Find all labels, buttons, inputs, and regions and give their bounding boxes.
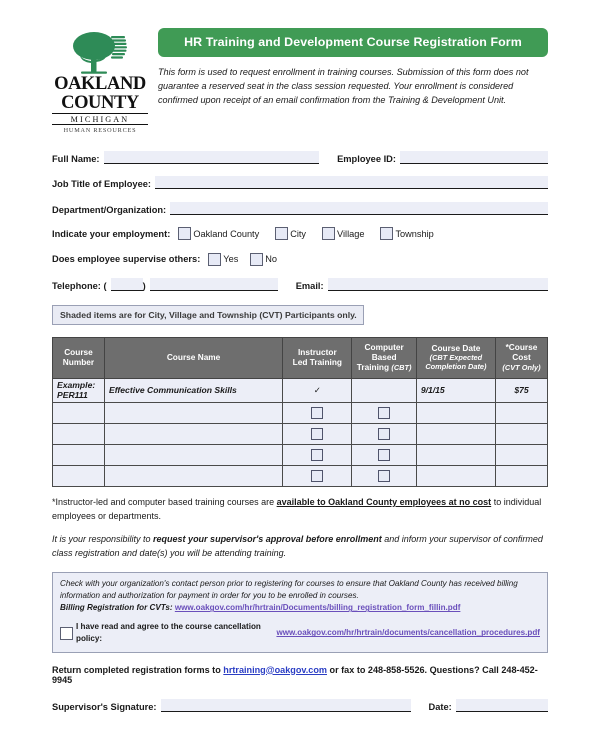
header-text-block xyxy=(158,26,548,107)
cancellation-policy-link[interactable]: www.oakgov.com/hr/hrtrain/documents/cancellation_procedures.pdf xyxy=(276,628,540,638)
email-input[interactable] xyxy=(328,278,548,291)
checkbox-instructor-led[interactable] xyxy=(311,428,323,440)
table-row xyxy=(53,403,548,424)
cost-note-post: to individual employees or departments. xyxy=(52,497,542,521)
col-course-number: Course Number xyxy=(53,337,105,378)
department-input[interactable] xyxy=(170,202,548,215)
signature-row xyxy=(52,699,548,712)
job-title-input[interactable] xyxy=(155,176,548,189)
telephone-paren-close: ) xyxy=(142,281,146,291)
cell-instructor-led xyxy=(283,445,352,466)
billing-notice-box xyxy=(52,572,548,653)
cell-instructor-led xyxy=(283,424,352,445)
cell-course-number[interactable] xyxy=(53,466,105,487)
cell-instructor-led xyxy=(283,466,352,487)
cell-course-date[interactable] xyxy=(416,403,495,424)
course-table xyxy=(52,337,548,488)
shaded-items-note: Shaded items are for City, Village and Township (CVT) Participants only. xyxy=(52,305,364,325)
employee-id-input[interactable] xyxy=(400,151,548,164)
billing-cvt-label: Billing Registration for CVTs: xyxy=(60,603,173,613)
checkbox-computer-based[interactable] xyxy=(378,407,390,419)
cell-instructor-led xyxy=(283,403,352,424)
cell-course-name[interactable] xyxy=(104,445,282,466)
telephone-label: Telephone: ( xyxy=(52,281,107,291)
checkbox-agree-cancellation-policy[interactable] xyxy=(60,627,73,640)
checkbox-computer-based[interactable] xyxy=(378,470,390,482)
full-name-input[interactable] xyxy=(104,151,320,164)
checkbox-computer-based[interactable] xyxy=(378,449,390,461)
example-course-cost: $75 xyxy=(496,378,548,402)
cell-course-date[interactable] xyxy=(416,424,495,445)
checkbox-instructor-led[interactable] xyxy=(311,407,323,419)
cost-note-pre: *Instructor-led and computer based training courses are xyxy=(52,497,277,508)
col-instructor-led: Instructor Led Training xyxy=(283,337,352,378)
applicant-fields xyxy=(52,151,548,335)
cell-course-cost[interactable] xyxy=(496,466,548,487)
table-row xyxy=(53,445,548,466)
email-label: Email: xyxy=(295,281,324,291)
supervise-option-label-1: No xyxy=(265,254,278,264)
full-name-row xyxy=(52,151,548,164)
signature-input[interactable] xyxy=(161,699,411,712)
cost-note xyxy=(52,496,548,523)
checkbox-instructor-led[interactable] xyxy=(311,449,323,461)
logo-text-oakland: OAKLAND xyxy=(54,74,146,94)
return-instructions xyxy=(52,665,548,685)
return-pre: Return completed registration forms to xyxy=(52,664,224,675)
example-course-name: Effective Communication Skills xyxy=(104,378,282,402)
col-computer-based: Computer Based Training (CBT) xyxy=(352,337,416,378)
contact-row xyxy=(52,278,548,291)
department-row xyxy=(52,202,548,215)
cell-computer-based xyxy=(352,466,416,487)
checkbox-computer-based[interactable] xyxy=(378,428,390,440)
page-title: HR Training and Development Course Registration Form xyxy=(158,28,548,57)
cell-course-date[interactable] xyxy=(416,445,495,466)
cancellation-policy-row xyxy=(60,621,540,645)
signature-label: Supervisor's Signature: xyxy=(52,701,157,712)
supervise-option-label-0: Yes xyxy=(223,254,239,264)
supervise-others-row xyxy=(52,253,548,266)
department-label: Department/Organization: xyxy=(52,204,167,215)
full-name-label: Full Name: xyxy=(52,153,100,164)
col-course-date: Course Date (CBT Expected Completion Date) xyxy=(416,337,495,378)
cell-computer-based xyxy=(352,445,416,466)
cancellation-agree-label: I have read and agree to the course cancellation policy: xyxy=(76,622,261,644)
approval-note-pre: It is your responsibility to xyxy=(52,534,154,545)
checkbox-instructor-led[interactable] xyxy=(311,470,323,482)
employment-option-label-3: Township xyxy=(395,228,434,239)
checkbox-village[interactable] xyxy=(322,227,335,240)
cell-course-name[interactable] xyxy=(104,403,282,424)
billing-cvt-line xyxy=(60,602,540,614)
intro-paragraph: This form is used to request enrollment in training courses. Submission of this form does not guarantee a reserved seat in the class session requested. Your enrollment is considered confirmed upon receipt of an email confirmation from the Training & Development Unit. xyxy=(158,67,529,106)
billing-registration-link[interactable]: www.oakgov.com/hr/hrtrain/Documents/billing_registration_form_fillin.pdf xyxy=(174,603,461,613)
logo-text-michigan: MICHIGAN xyxy=(52,113,148,125)
cell-computer-based xyxy=(352,403,416,424)
employee-id-label: Employee ID: xyxy=(337,153,396,164)
logo-text-human-resources: HUMAN RESOURCES xyxy=(63,126,137,134)
return-post: or fax to 248-858-5526. Questions? Call 248-452-9945 xyxy=(52,664,538,685)
date-label: Date: xyxy=(428,701,452,712)
hr-training-email-link[interactable]: hrtraining@oakgov.com xyxy=(223,664,327,675)
table-row xyxy=(53,466,548,487)
date-input[interactable] xyxy=(456,699,548,712)
cell-course-cost[interactable] xyxy=(496,424,548,445)
cell-course-number[interactable] xyxy=(53,445,105,466)
employment-option-label-0: Oakland County xyxy=(193,228,260,239)
table-row-example xyxy=(53,378,548,402)
cell-course-name[interactable] xyxy=(104,424,282,445)
checkbox-supervise-yes[interactable] xyxy=(208,253,221,266)
example-course-number: Example: PER111 xyxy=(53,378,105,402)
cell-course-cost[interactable] xyxy=(496,403,548,424)
example-computer-based xyxy=(352,378,416,402)
cell-course-number[interactable] xyxy=(53,403,105,424)
table-header-row xyxy=(53,337,548,378)
telephone-input[interactable] xyxy=(150,278,278,291)
col-course-cost: *Course Cost (CVT Only) xyxy=(496,337,548,378)
job-title-label: Job Title of Employee: xyxy=(52,179,152,189)
cell-course-name[interactable] xyxy=(104,466,282,487)
example-course-date: 9/1/15 xyxy=(416,378,495,402)
employment-label: Indicate your employment: xyxy=(52,228,171,239)
cost-note-emphasis: available to Oakland County employees at no cost xyxy=(276,497,492,508)
checkbox-city[interactable] xyxy=(275,227,288,240)
example-instructor-led: ✓ xyxy=(283,378,352,402)
approval-note-post: and inform your supervisor of confirmed class registration and date(s) you will be attending training. xyxy=(52,534,543,558)
checkbox-oakland-county[interactable] xyxy=(178,227,191,240)
cell-course-date[interactable] xyxy=(416,466,495,487)
job-title-row xyxy=(52,176,548,189)
oak-tree-icon xyxy=(52,30,148,74)
checkbox-township[interactable] xyxy=(380,227,393,240)
checkbox-supervise-no[interactable] xyxy=(250,253,263,266)
telephone-areacode-input[interactable] xyxy=(111,278,143,291)
approval-note-emphasis: request your supervisor's approval before enrollment xyxy=(153,534,382,545)
oakland-county-logo xyxy=(52,26,148,134)
table-row xyxy=(53,424,548,445)
cell-course-cost[interactable] xyxy=(496,445,548,466)
form-header xyxy=(52,26,548,134)
employment-option-label-1: City xyxy=(290,228,307,239)
approval-note xyxy=(52,533,548,561)
logo-text-county: COUNTY xyxy=(61,92,139,113)
cell-computer-based xyxy=(352,424,416,445)
employment-type-row xyxy=(52,227,548,240)
employment-option-label-2: Village xyxy=(337,228,365,239)
cell-course-number[interactable] xyxy=(53,424,105,445)
billing-text: Check with your organization's contact person prior to registering for courses to ensure that Oakland County has received billing information and authorization for payment in order for you to be enrolled in courses. xyxy=(60,578,518,601)
supervise-label: Does employee supervise others: xyxy=(52,254,201,264)
col-course-name: Course Name xyxy=(104,337,282,378)
